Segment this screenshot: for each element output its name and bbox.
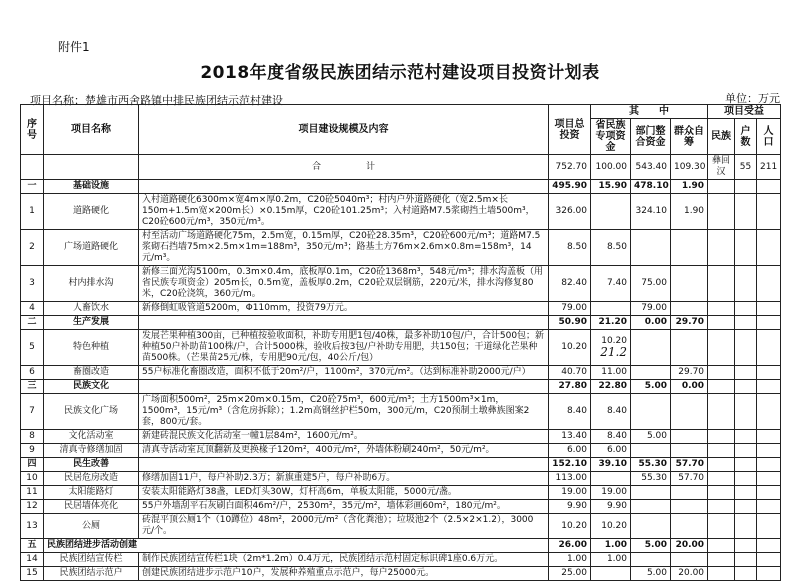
row-population xyxy=(757,430,781,444)
table-row xyxy=(21,514,781,539)
total-ethnic: 彝回汉 xyxy=(708,155,735,180)
row-prov xyxy=(591,553,631,567)
row-self xyxy=(671,444,708,458)
row-prov-value: 10.20 xyxy=(601,520,627,531)
row-self xyxy=(671,330,708,366)
section-content xyxy=(139,458,549,472)
section-population xyxy=(757,380,781,394)
section-seq: 二 xyxy=(21,316,44,330)
row-prov-value: 7.40 xyxy=(606,278,627,288)
section-ethnic xyxy=(708,458,735,472)
total-amount: 752.70 xyxy=(549,155,591,180)
row-total: 9.90 xyxy=(549,500,591,514)
row-dept xyxy=(631,366,671,380)
row-households xyxy=(735,486,757,500)
header-self: 群众自筹 xyxy=(671,119,708,155)
section-self: 1.90 xyxy=(671,180,708,194)
table-row xyxy=(21,567,781,581)
row-self: 57.70 xyxy=(671,472,708,486)
row-total: 19.00 xyxy=(549,486,591,500)
row-dept: 324.10 xyxy=(631,194,671,230)
attachment-label: 附件1 xyxy=(58,40,90,54)
row-prov-value: 1.00 xyxy=(606,554,627,564)
row-dept xyxy=(631,500,671,514)
section-population xyxy=(757,458,781,472)
section-ethnic xyxy=(708,180,735,194)
section-name: 民生改善 xyxy=(44,458,139,472)
row-content: 创建民族团结进步示范户10户，发展种养殖重点示范户，每户25000元。 xyxy=(139,567,549,581)
section-name: 基础设施 xyxy=(44,180,139,194)
row-dept: 55.30 xyxy=(631,472,671,486)
row-seq: 2 xyxy=(21,230,44,266)
section-self: 57.70 xyxy=(671,458,708,472)
row-ethnic xyxy=(708,394,735,430)
row-seq: 1 xyxy=(21,194,44,230)
table-row xyxy=(21,366,781,380)
row-seq: 10 xyxy=(21,472,44,486)
row-self: 1.90 xyxy=(671,194,708,230)
header-ethnic: 民族 xyxy=(708,119,735,155)
row-population xyxy=(757,266,781,302)
table-row xyxy=(21,302,781,316)
row-self xyxy=(671,514,708,539)
row-ethnic xyxy=(708,500,735,514)
section-row xyxy=(21,380,781,394)
row-dept xyxy=(631,330,671,366)
row-dept xyxy=(631,486,671,500)
section-prov: 15.90 xyxy=(591,180,631,194)
row-total: 13.40 xyxy=(549,430,591,444)
row-name: 文化活动室 xyxy=(44,430,139,444)
row-name: 民居危房改造 xyxy=(44,472,139,486)
row-content: 广场面积500m²，25m×20m×0.15m，C20砼75m³，600元/m³；土方1500m³×1m，1500m³，15元/m³（含危房拆除）；1.2m高钢丝护栏50m，300元/m，C20预制土墩彝族图案2套，800元/套。 xyxy=(139,394,549,430)
section-name: 生产发展 xyxy=(44,316,139,330)
section-population xyxy=(757,316,781,330)
section-total: 495.90 xyxy=(549,180,591,194)
header-prov: 省民族专项资金 xyxy=(591,119,631,155)
section-row xyxy=(21,180,781,194)
row-self: 29.70 xyxy=(671,366,708,380)
row-dept xyxy=(631,514,671,539)
row-population xyxy=(757,302,781,316)
row-prov xyxy=(591,500,631,514)
row-prov-value: 8.40 xyxy=(606,406,627,416)
row-prov xyxy=(591,230,631,266)
row-prov xyxy=(591,567,631,581)
row-content: 新修三面光沟5100m，0.3m×0.4m，底板厚0.1m，C20砼1368m³，548元/m³；排水沟盖板（用省民族专项资金）205m长，0.5m宽，盖板厚0.2m，C20砼双层钢筋，220元/米，排水沟修复80米，C20砼浇筑，360元/m。 xyxy=(139,266,549,302)
row-households xyxy=(735,302,757,316)
row-ethnic xyxy=(708,514,735,539)
table-row xyxy=(21,394,781,430)
row-population xyxy=(757,567,781,581)
section-name: 民族文化 xyxy=(44,380,139,394)
row-population xyxy=(757,394,781,430)
row-ethnic xyxy=(708,430,735,444)
row-prov xyxy=(591,266,631,302)
row-prov xyxy=(591,330,631,366)
header-population: 人口 xyxy=(757,119,781,155)
table-row xyxy=(21,486,781,500)
row-name: 畜圈改造 xyxy=(44,366,139,380)
section-total: 152.10 xyxy=(549,458,591,472)
section-households xyxy=(735,380,757,394)
table-row xyxy=(21,472,781,486)
row-prov-value: 8.50 xyxy=(606,242,627,252)
row-prov xyxy=(591,194,631,230)
row-prov-value: 6.00 xyxy=(606,445,627,455)
header-of-which: 其 中 xyxy=(591,105,708,119)
row-households xyxy=(735,330,757,366)
header-households: 户数 xyxy=(735,119,757,155)
row-prov xyxy=(591,302,631,316)
row-self xyxy=(671,553,708,567)
row-dept xyxy=(631,553,671,567)
row-name: 公厕 xyxy=(44,514,139,539)
row-households xyxy=(735,366,757,380)
row-seq: 4 xyxy=(21,302,44,316)
row-content: 修缮加固11户，每户补助2.3万；新旗重建5户，每户补助6万。 xyxy=(139,472,549,486)
section-dept: 478.10 xyxy=(631,180,671,194)
row-households xyxy=(735,430,757,444)
section-content xyxy=(139,316,549,330)
row-population xyxy=(757,553,781,567)
row-content: 安装太阳能路灯38盏，LED灯头30W，灯杆高6m，单板太阳能，5000元/盏。 xyxy=(139,486,549,500)
section-ethnic xyxy=(708,539,735,553)
row-prov xyxy=(591,430,631,444)
row-population xyxy=(757,366,781,380)
row-households xyxy=(735,553,757,567)
section-seq: 四 xyxy=(21,458,44,472)
row-households xyxy=(735,500,757,514)
section-total: 27.80 xyxy=(549,380,591,394)
row-population xyxy=(757,486,781,500)
row-households xyxy=(735,514,757,539)
row-content: 发展芒果种植300亩，已种植按验收面积，补助专用肥1包/40株，最多补助10包/户，合计500包；新种植50户补助苗100株/户，合计5000株，验收后按3包/户补助专用肥，共150包；干道绿化芒果种苗500株。（芒果苗25元/株，专用肥90元/包，40公斤/包） xyxy=(139,330,549,366)
row-households xyxy=(735,567,757,581)
row-name: 特色种植 xyxy=(44,330,139,366)
page-title: 2018年度省级民族团结示范村建设项目投资计划表 xyxy=(200,63,600,83)
row-seq: 3 xyxy=(21,266,44,302)
section-row xyxy=(21,539,781,553)
unit-label: 单位：万元 xyxy=(725,92,780,105)
row-self xyxy=(671,394,708,430)
row-ethnic xyxy=(708,302,735,316)
project-name: 项目名称：楚雄市西舍路镇中排民族团结示范村建设 xyxy=(30,94,283,107)
section-ethnic xyxy=(708,316,735,330)
total-households: 55 xyxy=(735,155,757,180)
total-prov: 100.00 xyxy=(591,155,631,180)
row-total: 25.00 xyxy=(549,567,591,581)
total-row xyxy=(21,155,781,180)
row-households xyxy=(735,394,757,430)
row-population xyxy=(757,230,781,266)
row-prov-value: 9.90 xyxy=(606,501,627,511)
row-name: 村内排水沟 xyxy=(44,266,139,302)
row-dept: 5.00 xyxy=(631,567,671,581)
total-self: 109.30 xyxy=(671,155,708,180)
header-dept: 部门整合资金 xyxy=(631,119,671,155)
section-prov: 1.00 xyxy=(591,539,631,553)
row-content: 制作民族团结宣传栏1块（2m*1.2m）0.4万元，民族团结示范村固定标识碑1座0.6万元。 xyxy=(139,553,549,567)
row-name: 民族团结示范户 xyxy=(44,567,139,581)
row-population xyxy=(757,194,781,230)
section-content xyxy=(139,380,549,394)
total-dept: 543.40 xyxy=(631,155,671,180)
row-households xyxy=(735,472,757,486)
section-dept: 5.00 xyxy=(631,539,671,553)
row-total: 79.00 xyxy=(549,302,591,316)
row-households xyxy=(735,194,757,230)
row-total: 326.00 xyxy=(549,194,591,230)
row-population xyxy=(757,500,781,514)
row-prov xyxy=(591,486,631,500)
row-ethnic xyxy=(708,472,735,486)
row-total: 8.40 xyxy=(549,394,591,430)
row-prov-value: 11.00 xyxy=(601,367,627,377)
section-dept: 5.00 xyxy=(631,380,671,394)
row-self xyxy=(671,302,708,316)
row-total: 8.50 xyxy=(549,230,591,266)
row-seq: 5 xyxy=(21,330,44,366)
row-name: 民居墙体亮化 xyxy=(44,500,139,514)
row-dept: 79.00 xyxy=(631,302,671,316)
row-content: 村至活动广场道路硬化75m，2.5m宽，0.15m厚，C20砼28.35m³，C20砼600元/m³；道路M7.5浆砌石挡墙75m×2.5m×1m=188m³，350元/m³；路基土方76m×2.6m×0.8m=158m³，14元/m³。 xyxy=(139,230,549,266)
section-households xyxy=(735,180,757,194)
total-label: 合 计 xyxy=(139,155,549,180)
row-content: 新修倒虹吸管道5200m，Φ110mm，投资79万元。 xyxy=(139,302,549,316)
section-prov: 22.80 xyxy=(591,380,631,394)
row-total: 40.70 xyxy=(549,366,591,380)
header-name: 项目名称 xyxy=(44,105,139,155)
section-population xyxy=(757,539,781,553)
row-self xyxy=(671,266,708,302)
row-seq: 11 xyxy=(21,486,44,500)
section-households xyxy=(735,539,757,553)
row-total: 10.20 xyxy=(549,514,591,539)
row-prov xyxy=(591,366,631,380)
header-total: 项目总投资 xyxy=(549,105,591,155)
row-prov xyxy=(591,394,631,430)
section-seq: 一 xyxy=(21,180,44,194)
section-population xyxy=(757,180,781,194)
row-prov xyxy=(591,514,631,539)
row-total: 6.00 xyxy=(549,444,591,458)
section-prov: 21.20 xyxy=(591,316,631,330)
table-row xyxy=(21,444,781,458)
table-row xyxy=(21,194,781,230)
row-ethnic xyxy=(708,266,735,302)
row-seq: 15 xyxy=(21,567,44,581)
row-households xyxy=(735,230,757,266)
row-ethnic xyxy=(708,194,735,230)
row-population xyxy=(757,330,781,366)
row-name: 人畜饮水 xyxy=(44,302,139,316)
row-content: 55户标准化畜圈改造，面积不低于20m²/户，1100m²，370元/m²。（达到标准补助2000元/户） xyxy=(139,366,549,380)
row-total: 113.00 xyxy=(549,472,591,486)
row-content: 入村道路硬化6300m×宽4m×厚0.2m，C20砼5040m³；村内户外道路硬化（宽2.5m×长150m+1.5m宽×200m长）×0.15m厚，C20砼101.25m³；入村道路M7.5浆砌挡土墙500m³，C20砼600元/m³，350元/m³。 xyxy=(139,194,549,230)
section-total: 26.00 xyxy=(549,539,591,553)
section-self: 0.00 xyxy=(671,380,708,394)
section-ethnic xyxy=(708,380,735,394)
row-seq: 9 xyxy=(21,444,44,458)
row-seq: 13 xyxy=(21,514,44,539)
table-row xyxy=(21,553,781,567)
section-households xyxy=(735,316,757,330)
row-prov-value: 19.00 xyxy=(601,487,627,497)
row-self xyxy=(671,486,708,500)
row-prov xyxy=(591,444,631,458)
section-name: 民族团结进步活动创建 xyxy=(44,539,549,553)
row-total: 1.00 xyxy=(549,553,591,567)
row-total: 10.20 xyxy=(549,330,591,366)
row-name: 太阳能路灯 xyxy=(44,486,139,500)
row-dept: 75.00 xyxy=(631,266,671,302)
row-self: 20.00 xyxy=(671,567,708,581)
header-content: 项目建设规模及内容 xyxy=(139,105,549,155)
row-population xyxy=(757,514,781,539)
handwritten-note: 21.2 xyxy=(600,344,627,359)
row-content: 清真寺活动室瓦顶翻新及更换椽子120m²，400元/m²，外墙体粉刷240m²，50元/m²。 xyxy=(139,444,549,458)
section-self: 29.70 xyxy=(671,316,708,330)
row-dept xyxy=(631,230,671,266)
table-row xyxy=(21,430,781,444)
row-households xyxy=(735,266,757,302)
section-dept: 55.30 xyxy=(631,458,671,472)
row-name: 广场道路硬化 xyxy=(44,230,139,266)
row-prov xyxy=(591,472,631,486)
section-content xyxy=(139,180,549,194)
row-ethnic xyxy=(708,567,735,581)
row-ethnic xyxy=(708,230,735,266)
row-content: 砖混平顶公厕1个（10蹲位）48m²，2000元/m²（含化粪池）；垃圾池2个（2.5×2×1.2），3000元/个。 xyxy=(139,514,549,539)
row-seq: 8 xyxy=(21,430,44,444)
row-households xyxy=(735,444,757,458)
row-self xyxy=(671,500,708,514)
row-prov-value: 10.20 xyxy=(601,335,627,346)
row-population xyxy=(757,472,781,486)
row-ethnic xyxy=(708,366,735,380)
table-row xyxy=(21,230,781,266)
row-ethnic xyxy=(708,486,735,500)
row-self xyxy=(671,230,708,266)
row-seq: 14 xyxy=(21,553,44,567)
row-prov-value: 8.40 xyxy=(606,431,627,441)
header-benefit: 项目受益 xyxy=(708,105,781,119)
table-row xyxy=(21,266,781,302)
row-dept xyxy=(631,394,671,430)
row-name: 清真寺修缮加固 xyxy=(44,444,139,458)
total-population: 211 xyxy=(757,155,781,180)
row-population xyxy=(757,444,781,458)
row-self xyxy=(671,430,708,444)
table-row xyxy=(21,500,781,514)
row-name: 道路硬化 xyxy=(44,194,139,230)
section-prov: 39.10 xyxy=(591,458,631,472)
row-seq: 7 xyxy=(21,394,44,430)
table-row xyxy=(21,330,781,366)
section-total: 50.90 xyxy=(549,316,591,330)
section-row xyxy=(21,316,781,330)
row-dept xyxy=(631,444,671,458)
row-content: 新建砖混民族文化活动室一幢1层84m²，1600元/m²。 xyxy=(139,430,549,444)
row-ethnic xyxy=(708,553,735,567)
row-ethnic xyxy=(708,444,735,458)
row-name: 民族团结宣传栏 xyxy=(44,553,139,567)
section-row xyxy=(21,458,781,472)
row-seq: 12 xyxy=(21,500,44,514)
row-name: 民族文化广场 xyxy=(44,394,139,430)
row-dept: 5.00 xyxy=(631,430,671,444)
row-seq: 6 xyxy=(21,366,44,380)
section-self: 20.00 xyxy=(671,539,708,553)
section-seq: 五 xyxy=(21,539,44,553)
row-total: 82.40 xyxy=(549,266,591,302)
investment-table xyxy=(20,104,781,581)
section-households xyxy=(735,458,757,472)
row-ethnic xyxy=(708,330,735,366)
section-dept: 0.00 xyxy=(631,316,671,330)
section-seq: 三 xyxy=(21,380,44,394)
header-seq: 序号 xyxy=(21,105,44,155)
row-content: 55户外墙刮平石灰刷白面积46m²/户，2530m²，35元/m²，墙体彩画60m²，180元/m²。 xyxy=(139,500,549,514)
